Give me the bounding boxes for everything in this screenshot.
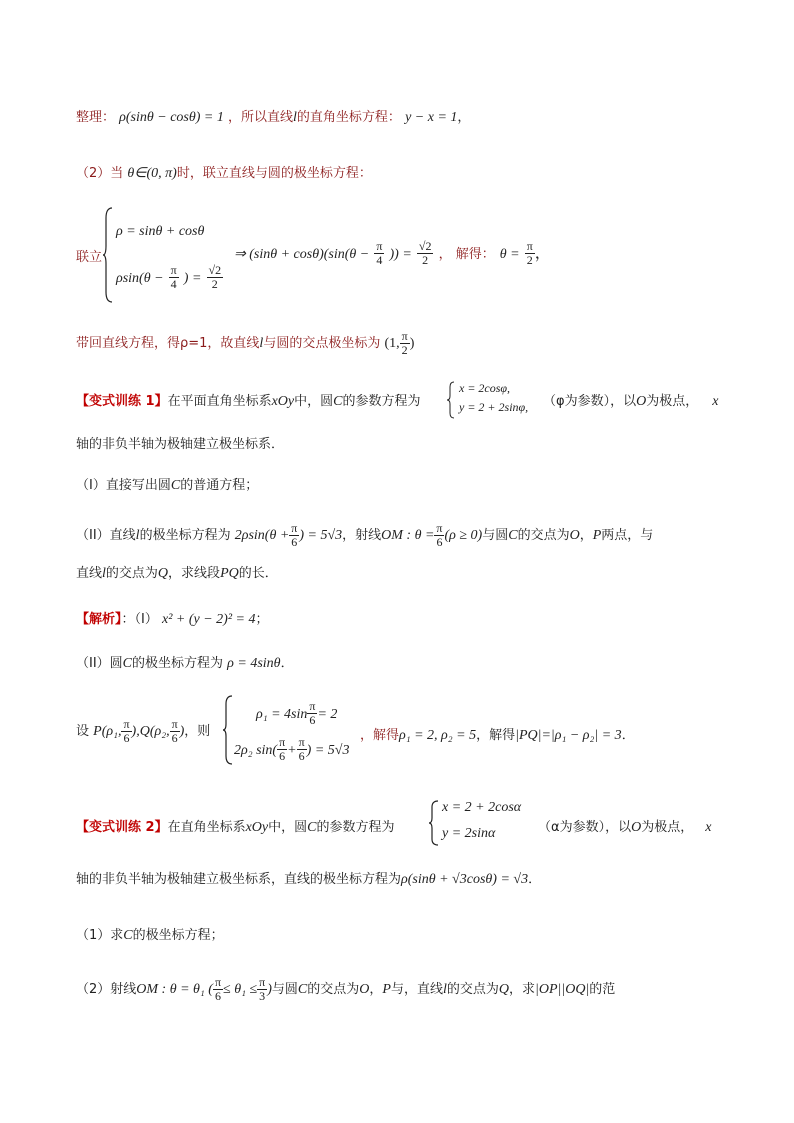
- denominator: 6: [309, 713, 316, 727]
- solution-line-1: [76, 106, 470, 126]
- text: xOy: [245, 820, 269, 835]
- final-answer: |PQ|=|ρ₁ − ρ₂| = 3: [515, 728, 622, 743]
- text: 与，直线: [390, 982, 443, 997]
- text: （φ为参数），以: [543, 394, 637, 409]
- fraction: [213, 976, 223, 1003]
- text: ，解得: [476, 728, 516, 743]
- exercise-1-q2-line-2: [76, 562, 278, 582]
- fraction: [374, 240, 384, 267]
- fraction: [277, 736, 287, 763]
- solution-1-result: [360, 724, 635, 744]
- denominator: 2: [422, 253, 429, 267]
- var-q: Q: [498, 982, 509, 997]
- numerator: π: [401, 329, 408, 343]
- exercise-1-header: [76, 390, 421, 410]
- text: ．: [528, 872, 542, 887]
- text: ) =: [183, 271, 202, 286]
- text: 在平面直角坐标系: [167, 394, 272, 409]
- solution-1-i: [76, 608, 269, 628]
- text: 的参数方程为: [316, 820, 395, 835]
- text: ≤ θ₁ ≤: [223, 982, 258, 997]
- text: 的交点为: [307, 982, 360, 997]
- denominator: 6: [436, 535, 443, 549]
- exercise-1-q2: [76, 522, 653, 549]
- exercise-2-header: [76, 816, 395, 836]
- fraction: [434, 522, 444, 549]
- denominator: 6: [123, 731, 130, 745]
- var-x: x: [705, 820, 712, 835]
- text: 为极点，: [646, 394, 699, 409]
- denominator: 6: [291, 535, 298, 549]
- fraction: [400, 330, 410, 357]
- var-o: O: [636, 394, 647, 409]
- var-o: O: [569, 528, 580, 543]
- denominator: 2: [211, 277, 218, 291]
- denominator: 6: [214, 989, 221, 1003]
- text: ): [179, 724, 185, 739]
- label-zhengli: 整理：: [76, 110, 116, 125]
- text: 设: [76, 724, 90, 739]
- line-equation: ρ(sinθ + √3cosθ) = √3: [401, 872, 529, 887]
- text: 的交点为: [446, 982, 499, 997]
- denominator: 6: [279, 749, 286, 763]
- text: ， 解得：: [438, 247, 495, 262]
- var-o: O: [359, 982, 370, 997]
- fraction: [207, 264, 224, 291]
- var-c: C: [307, 820, 317, 835]
- exercise-title: 【变式训练 1】: [76, 394, 168, 409]
- text: （1）求: [76, 928, 124, 943]
- exercise-1-line-2: 轴的非负半轴为极轴建立极坐标系．: [76, 437, 285, 452]
- text: ),: [131, 724, 140, 739]
- var-l: l: [259, 336, 264, 351]
- text: 时，联立直线与圆的极坐标方程：: [176, 166, 372, 181]
- exercise-title: 【变式训练 2】: [76, 820, 168, 835]
- text: 的参数方程为: [342, 394, 421, 409]
- text: ：（I）: [121, 612, 158, 627]
- text: 的普通方程；: [180, 478, 259, 493]
- numerator: π: [291, 521, 298, 535]
- system-row-1: [256, 700, 337, 727]
- param-x: x = 2 + 2cosα: [442, 800, 522, 815]
- fraction: [170, 718, 180, 745]
- text: |OP||OQ|: [535, 982, 590, 997]
- text: ): [409, 336, 415, 351]
- solution-1-set: [76, 718, 210, 745]
- text: （2）射线: [76, 982, 137, 997]
- text: ；: [255, 612, 269, 627]
- left-brace: [222, 694, 234, 766]
- var-q: Q: [157, 566, 169, 581]
- exercise-1-q1: [76, 474, 258, 494]
- text: P(ρ₁,: [93, 724, 122, 739]
- fraction: [121, 718, 131, 745]
- text: ，: [579, 528, 593, 543]
- text: ．: [280, 656, 294, 671]
- numerator: π: [170, 263, 177, 277]
- text: 与圆: [482, 528, 509, 543]
- text: ，所以直线: [228, 110, 294, 125]
- text: ，: [457, 110, 471, 125]
- text: （I）直接写出圆: [76, 478, 171, 493]
- text: 中，圆: [268, 820, 308, 835]
- text: 的交点为: [517, 528, 570, 543]
- text: ) = 5√3: [306, 743, 350, 758]
- denominator: 4: [376, 253, 383, 267]
- text: ρ₁ = 2, ρ₂ = 5: [399, 728, 477, 743]
- text: 的极坐标方程为: [139, 528, 231, 543]
- solution-1-ii: [76, 652, 294, 672]
- text: ) = 5√3: [299, 528, 343, 543]
- text: (ρ ≥ 0): [444, 528, 483, 543]
- denominator: 6: [171, 731, 178, 745]
- equation-row-1: ρ = sinθ + cosθ: [116, 224, 205, 239]
- text: 直线: [76, 566, 103, 581]
- text: ，则: [184, 724, 211, 739]
- numerator: π: [376, 239, 383, 253]
- text: 两点，与: [601, 528, 654, 543]
- text: (1,: [384, 336, 400, 351]
- text: ρsin(θ −: [116, 271, 164, 286]
- text: 2ρsin(θ +: [234, 528, 290, 543]
- fraction: [307, 700, 317, 727]
- numerator: π: [309, 699, 316, 713]
- text: 的长．: [238, 566, 278, 581]
- numerator: π: [279, 735, 286, 749]
- cartesian-equation: y − x = 1: [405, 110, 458, 125]
- var-pq: PQ: [220, 566, 239, 581]
- var-c: C: [122, 656, 133, 671]
- fraction: [169, 264, 179, 291]
- text: 中，圆: [294, 394, 334, 409]
- text: Q(ρ₂,: [139, 724, 170, 739]
- var-p: P: [382, 982, 391, 997]
- solution-line-2: [76, 162, 372, 182]
- text: xOy: [271, 394, 295, 409]
- solution-line-3: [76, 330, 414, 357]
- polar-equation: ρ = 4sinθ: [227, 656, 281, 671]
- denominator: 2: [526, 253, 533, 267]
- text: ，射线: [342, 528, 382, 543]
- text: OM : θ = θ₁ (: [136, 982, 213, 997]
- equation-row-2: [116, 264, 223, 291]
- text: ，求线段: [168, 566, 221, 581]
- text: OM : θ =: [381, 528, 435, 543]
- denominator: 4: [170, 277, 177, 291]
- fraction: [297, 736, 307, 763]
- fraction: [525, 240, 535, 267]
- var-c: C: [508, 528, 518, 543]
- text: （α为参数），以: [538, 820, 632, 835]
- text: 带回直线方程，得ρ=1，故直线: [76, 336, 260, 351]
- numerator: π: [123, 717, 130, 731]
- implication: [234, 240, 551, 267]
- left-brace: [446, 381, 456, 419]
- numerator: π: [298, 735, 305, 749]
- left-brace: [102, 206, 114, 304]
- text: ．: [621, 728, 635, 743]
- fraction: [417, 240, 434, 267]
- text: 为极点，: [641, 820, 694, 835]
- text: +: [287, 743, 297, 758]
- denominator: 6: [298, 749, 305, 763]
- exercise-2-q2: [76, 976, 615, 1003]
- circle-equation: x² + (y − 2)² = 4: [162, 612, 256, 627]
- text: ，解得: [360, 728, 400, 743]
- text: ，: [369, 982, 383, 997]
- numerator: √2: [208, 263, 222, 277]
- var-l: l: [293, 110, 297, 125]
- label-lianli: 联立: [76, 250, 103, 265]
- param-y: y = 2sinα: [442, 826, 496, 841]
- polar-equation: ρ(sinθ − cosθ) = 1: [119, 110, 224, 125]
- var-l: l: [135, 528, 140, 543]
- text: ⇒ (sinθ + cosθ)(sin(θ −: [234, 247, 370, 262]
- solution-label: 【解析】: [76, 612, 122, 627]
- numerator: π: [526, 239, 533, 253]
- text: 与圆: [271, 982, 298, 997]
- text: 2ρ₂ sin(: [234, 743, 278, 758]
- text: ρ₁ = 4sin: [256, 707, 308, 722]
- numerator: π: [259, 975, 266, 989]
- exercise-2-q1: [76, 924, 224, 944]
- text: θ =: [499, 247, 520, 262]
- denominator: 2: [401, 343, 408, 357]
- text: ，: [534, 243, 551, 262]
- numerator: π: [171, 717, 178, 731]
- var-c: C: [123, 928, 133, 943]
- var-x: x: [712, 394, 719, 409]
- left-brace: [428, 800, 440, 846]
- text: 的极坐标方程为: [132, 656, 224, 671]
- var-c: C: [297, 982, 308, 997]
- var-l: l: [102, 566, 106, 581]
- text: 在直角坐标系: [167, 820, 246, 835]
- text: = 2: [317, 707, 338, 722]
- var-o: O: [631, 820, 642, 835]
- text: 的范: [589, 982, 616, 997]
- fraction: [257, 976, 267, 1003]
- text: （2）当: [76, 166, 124, 181]
- text: ，求: [509, 982, 536, 997]
- var-c: C: [333, 394, 343, 409]
- text: （II）圆: [76, 656, 123, 671]
- text: )) =: [389, 247, 412, 262]
- text: 轴的非负半轴为极轴建立极坐标系，直线的极坐标方程为: [76, 872, 402, 887]
- var-p: P: [592, 528, 602, 543]
- fraction: [289, 522, 299, 549]
- text: 的交点为: [105, 566, 158, 581]
- numerator: π: [436, 521, 443, 535]
- param-x: x = 2cosφ,: [459, 381, 511, 395]
- theta-range: θ∈(0, π): [127, 166, 177, 181]
- text: 的直角坐标方程：: [296, 110, 401, 125]
- numerator: √2: [418, 239, 432, 253]
- numerator: π: [214, 975, 222, 989]
- system-row-2: [234, 736, 349, 763]
- text: （II）直线: [76, 528, 136, 543]
- exercise-2-line-2: [76, 868, 541, 888]
- param-note: [538, 816, 711, 836]
- var-c: C: [170, 478, 181, 493]
- text: 与圆的交点极坐标为: [263, 336, 381, 351]
- denominator: 3: [259, 989, 266, 1003]
- text: ): [267, 982, 272, 997]
- text: 的极坐标方程；: [132, 928, 224, 943]
- var-l: l: [442, 982, 447, 997]
- param-y: y = 2 + 2sinφ,: [459, 400, 529, 414]
- param-note: [543, 390, 718, 410]
